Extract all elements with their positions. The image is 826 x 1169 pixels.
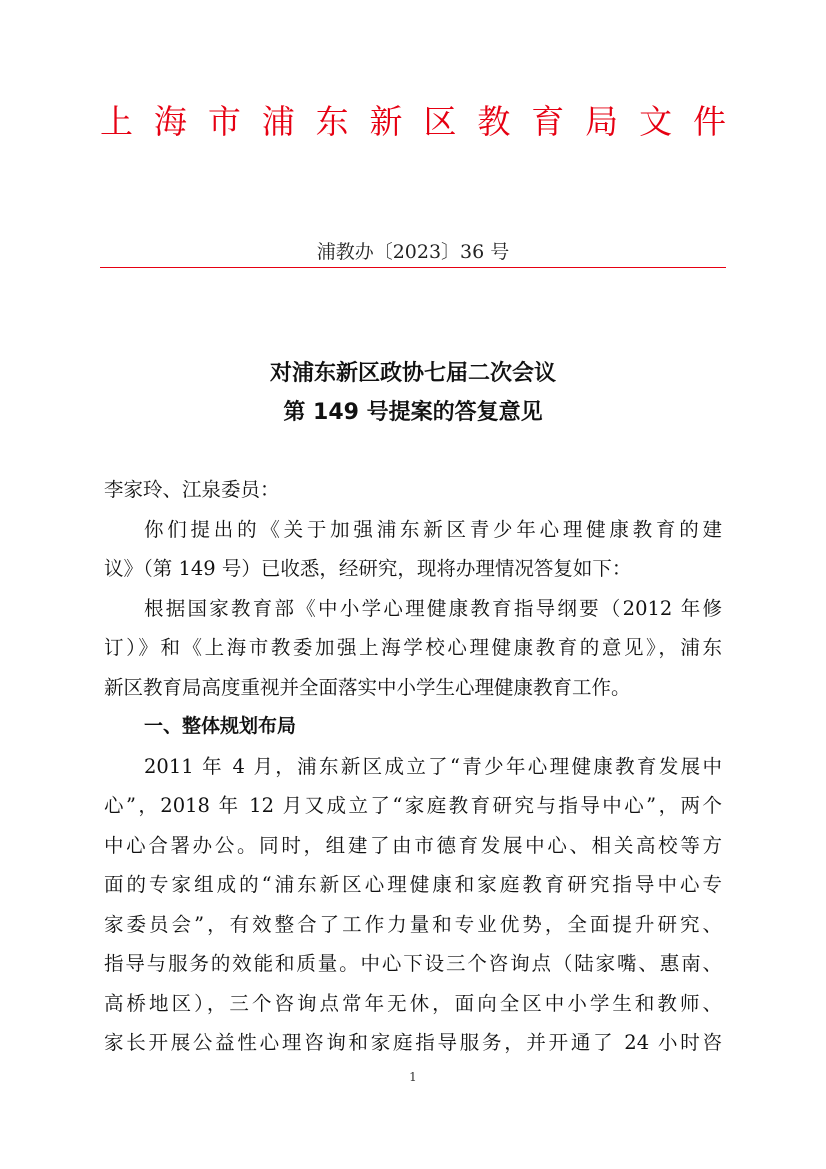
paragraph-line: 根据国家教育部《中小学心理健康教育指导纲要（2012 年修 bbox=[144, 596, 722, 620]
paragraph-line: 你们提出的《关于加强浦东新区青少年心理健康教育的建 bbox=[144, 517, 722, 541]
paragraph-line: 指导与服务的效能和质量。中心下设三个咨询点（陆家嘴、惠南、 bbox=[104, 952, 722, 975]
document-number: 浦教办〔2023〕36 号 bbox=[316, 241, 510, 263]
salutation: 李家玲、江泉委员： bbox=[104, 478, 280, 501]
paragraph-line: 面的专家组成的“浦东新区心理健康和家庭教育研究指导中心专 bbox=[104, 873, 722, 896]
section-heading: 一、整体规划布局 bbox=[144, 715, 297, 737]
paragraph-line: 2011 年 4 月，浦东新区成立了“青少年心理健康教育发展中 bbox=[144, 754, 722, 778]
paragraph-line: 议》（第 149 号）已收悉，经研究，现将办理情况答复如下： bbox=[104, 557, 632, 580]
title-line-2: 第 149 号提案的答复意见 bbox=[283, 400, 543, 425]
issuing-authority-header: 上海市浦东新区教育局文件 bbox=[100, 102, 726, 141]
title-line-1: 对浦东新区政协七届二次会议 bbox=[269, 361, 556, 386]
document-title bbox=[0, 354, 826, 432]
page-number: 1 bbox=[409, 1070, 417, 1084]
paragraph-line: 心”，2018 年 12 月又成立了“家庭教育研究与指导中心”，两个 bbox=[104, 794, 722, 817]
red-separator-line bbox=[100, 267, 726, 268]
paragraph-line: 家委员会”，有效整合了工作力量和专业优势，全面提升研究、 bbox=[104, 912, 722, 936]
paragraph-line: 高桥地区），三个咨询点常年无休，面向全区中小学生和教师、 bbox=[104, 991, 722, 1015]
paragraph-line: 家长开展公益性心理咨询和家庭指导服务，并开通了 24 小时咨 bbox=[104, 1031, 722, 1054]
paragraph-line: 中心合署办公。同时，组建了由市德育发展中心、相关高校等方 bbox=[104, 833, 722, 857]
paragraph-line: 新区教育局高度重视并全面落实中小学生心理健康教育工作。 bbox=[104, 675, 631, 699]
document-body bbox=[104, 470, 722, 1063]
paragraph-line: 订）》和《上海市教委加强上海学校心理健康教育的意见》，浦东 bbox=[104, 636, 722, 659]
